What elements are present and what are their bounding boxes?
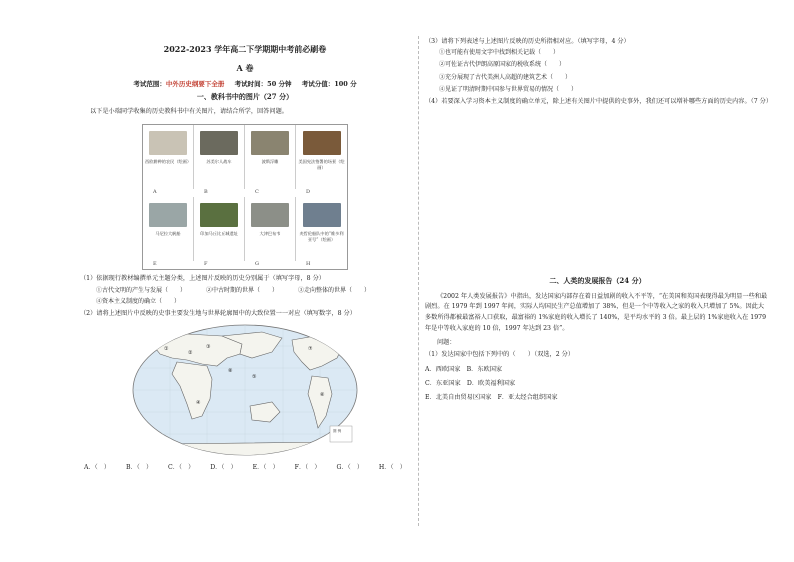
question-3-options	[425, 49, 770, 93]
map-legend	[330, 426, 352, 442]
map-number-3: ③	[206, 344, 211, 351]
answer-f: F．（ ）	[294, 464, 321, 472]
antarctica	[162, 442, 332, 456]
letter-d: D	[306, 189, 311, 196]
q3-option-2: ②可佐证古代伊朗高原国家的税收系统（ ）	[439, 61, 566, 69]
letter-h: H	[306, 261, 311, 268]
exam-volume: A 卷	[236, 62, 254, 73]
letter-f: F	[204, 261, 208, 268]
map-legend-title: 图 例	[333, 429, 342, 434]
section2-prompt: 问题：	[437, 338, 456, 346]
picture-b-image	[200, 131, 238, 155]
q1-option-2: ②中古时期的世界（ ）	[206, 286, 279, 294]
letter-b: B	[204, 189, 208, 196]
q3-option-3: ③充分展现了古代美洲人高超的建筑艺术（ ）	[439, 73, 572, 81]
map-number-8: ⑧	[228, 368, 233, 375]
q3-option-1: ①也可能有使用文字中找到相关记载（ ）	[439, 49, 560, 57]
q1-option-4: ④资本主义制度的确立（ ）	[96, 297, 181, 305]
picture-d	[296, 125, 347, 189]
question-2: （2）请将上述图片中反映的史事主要发生地与世界轮廓图中的大致位置一一对应（填写数字，8 分）	[80, 309, 356, 317]
picture-g	[245, 197, 296, 261]
picture-g-caption: 大津巴布韦	[259, 231, 281, 237]
picture-c	[245, 125, 296, 189]
picture-c-caption: 波斯浮雕	[261, 159, 279, 165]
answer-e: E．（ ）	[252, 464, 279, 472]
choice-line-1: A．西欧国家 B．东欧国家	[425, 365, 503, 373]
question-4: （4）若要深入学习资本主义制度的确立单元，除上述有关图片中提供的史事外，我们还可以増补哪些方面的历史内容。（7 分）	[425, 97, 773, 105]
question-1: （1）依据现行教材编撰单元主题分类，上述图片反映的历史分别属于（填写字母，8 分）	[80, 275, 325, 283]
picture-h-image	[303, 203, 341, 227]
picture-h-caption: 麦哲伦船队中的“维多利亚号”（绘画）	[299, 231, 344, 242]
answer-c: C．（ ）	[167, 464, 195, 472]
picture-b	[194, 125, 245, 189]
map-number-5: ⑤	[252, 374, 257, 381]
picture-c-image	[251, 131, 289, 155]
scope-label: 考试范围：	[133, 79, 166, 88]
picture-e-caption: 马尼拉大帆船	[155, 231, 181, 237]
answer-row	[80, 464, 410, 472]
section2-title: 二、人类的发展报告（24 分）	[549, 276, 646, 286]
q3-option-4: ④见证了明清时期中国参与世界贸易的情况（ ）	[439, 85, 578, 93]
exam-info	[80, 80, 410, 89]
letter-g: G	[255, 261, 259, 268]
picture-e-image	[149, 203, 187, 227]
question-3: （3）请将下列表述与上述图片反映的历史所指相对应。（填写字母，4 分）	[425, 38, 630, 45]
question-1-options	[80, 287, 410, 309]
picture-f	[194, 197, 245, 261]
picture-e	[143, 197, 194, 261]
map-number-2: ②	[188, 350, 193, 357]
world-map	[132, 324, 358, 456]
map-number-1: ①	[164, 346, 169, 353]
letter-e: E	[153, 261, 157, 268]
exam-time: 考试时间：50 分钟	[234, 79, 292, 88]
letter-c: C	[255, 189, 259, 196]
picture-f-caption: 印加马丘比丘城遗址	[200, 231, 238, 237]
choice-line-2: C．东亚国家 D．欧美福利国家	[425, 379, 516, 387]
scope-value: 中外历史纲要下全册	[165, 79, 225, 88]
letter-a: A	[153, 189, 157, 196]
picture-d-caption: 美国宪法签署的场景（绘画）	[298, 159, 345, 170]
picture-f-image	[200, 203, 238, 227]
q1-option-3: ③走向整体的世界（ ）	[298, 286, 371, 294]
q1-option-1: ①古代文明的产生与发展（ ）	[96, 286, 187, 294]
right-column	[425, 36, 773, 403]
picture-a-caption: 西欧耕种的农民（绘画）	[145, 159, 192, 165]
map-number-4: ④	[196, 400, 201, 407]
column-divider	[418, 36, 419, 526]
answer-d: D．（ ）	[210, 464, 237, 472]
exam-score: 考试分值：100 分	[301, 79, 357, 88]
picture-a-image	[149, 131, 187, 155]
answer-h: H．（ ）	[378, 464, 406, 472]
map-number-6: ⑥	[320, 392, 325, 399]
map-number-7: ⑦	[308, 346, 313, 353]
choice-line-3: E．北美自由贸易区国家 F．亚太经合组织国家	[425, 394, 558, 402]
exam-title: 2022-2023 学年高二下学期期中考前必刷卷	[163, 44, 327, 54]
left-column	[80, 36, 410, 472]
section1-intro: 以下是小瑞同学收集的历史教科书中有关图片，请结合所学，回答问题。	[90, 107, 288, 115]
section2-subquestion: （1）发达国家中包括下列中的（ ）（双选，2 分）	[425, 351, 575, 359]
picture-b-caption: 苏美尔人战车	[206, 159, 232, 165]
answer-b: B．（ ）	[125, 464, 153, 472]
picture-d-image	[303, 131, 341, 155]
picture-grid	[142, 124, 348, 270]
section1-title: 一、教科书中的图片（27 分）	[196, 92, 294, 102]
section2-paragraph: 《2002 年人类发展报告》中指出，发达国家内部存在着日益加剧的收入不平等，“在美国和英国表现得最为明显一些和最剧烈。在 1979 年到 1997 年间，实际人均国民生产总值增加了 38%，但是一个中等收入之家的收入只增加了 5%。因此大多数所得都被最富裕人口获取，最富裕的 1%家庭的收入增长了 140%，是平均水平的 3 倍。最上层的 1%家庭收入在 1979 年是中等收入家庭的 10 倍，1997 年达到 23 倍”。	[425, 292, 768, 333]
picture-h	[296, 197, 347, 261]
answer-g: G．（ ）	[336, 464, 364, 472]
picture-g-image	[251, 203, 289, 227]
picture-a	[143, 125, 194, 189]
answer-a: A．（ ）	[84, 464, 111, 472]
